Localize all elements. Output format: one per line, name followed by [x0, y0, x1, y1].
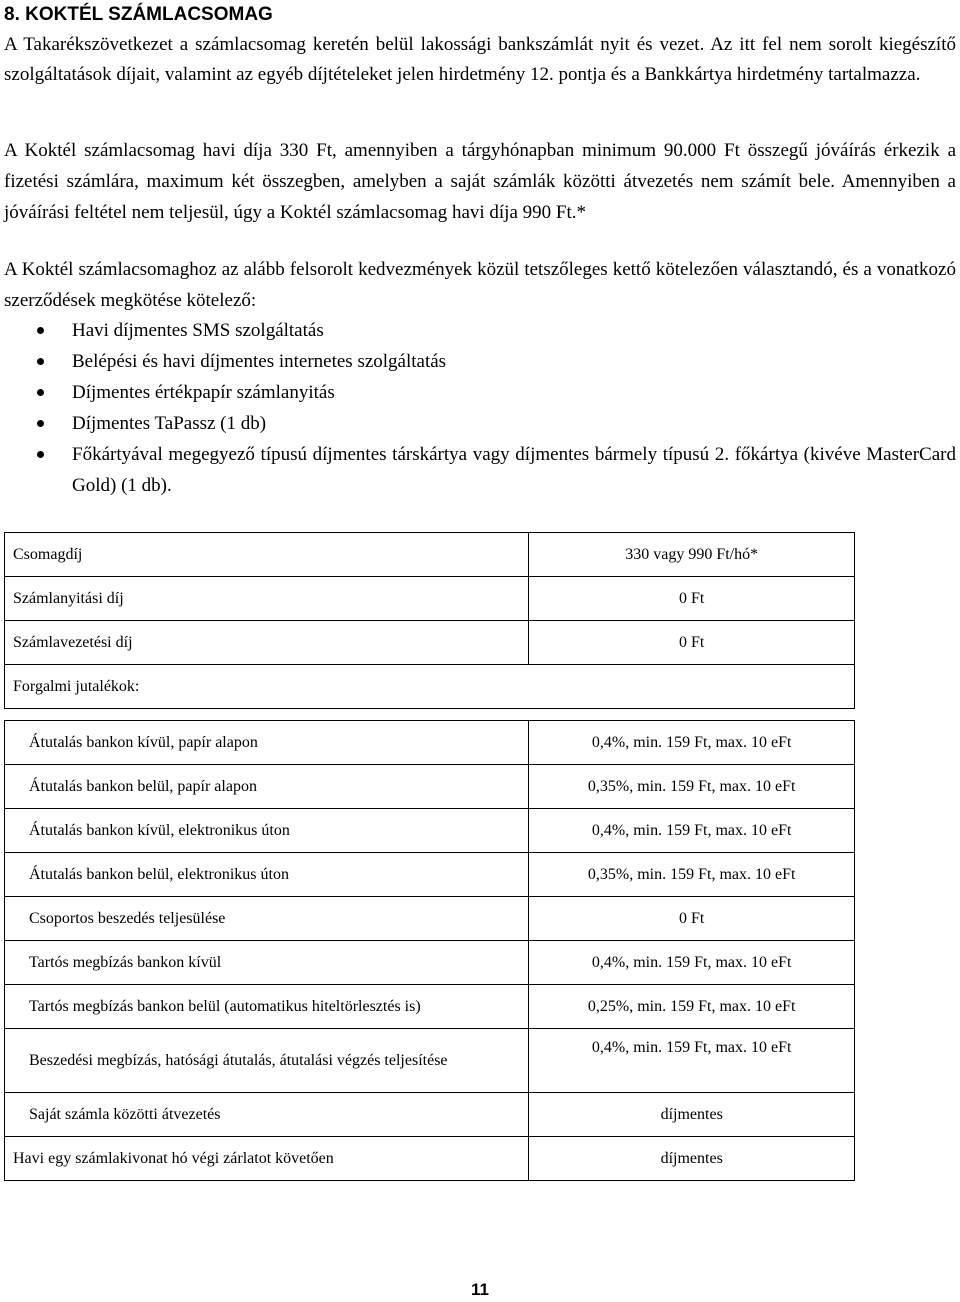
benefit-text: Havi díjmentes SMS szolgáltatás [72, 320, 324, 341]
benefits-intro-paragraph: A Koktél számlacsomaghoz az alább felsorolt kedvezmények közül tetszőleges kettő kötelezően választandó, és a vonatkozó szerződések megkötése kötelező: [4, 259, 956, 311]
row-label: Havi egy számlakivonat hó végi zárlatot követően [5, 1137, 529, 1181]
bullet-icon [37, 420, 44, 427]
row-value: 0,35%, min. 159 Ft, max. 10 eFt [529, 765, 855, 809]
row-label: Csomagdíj [5, 533, 529, 577]
row-label: Tartós megbízás bankon kívül [5, 941, 529, 985]
bullet-icon [37, 327, 44, 334]
row-value: 330 vagy 990 Ft/hó* [529, 533, 855, 577]
benefit-text: Belépési és havi díjmentes internetes szolgáltatás [72, 351, 447, 372]
bullet-icon [37, 389, 44, 396]
row-label: Számlavezetési díj [5, 621, 529, 665]
benefit-text: Főkártyával megegyező típusú díjmentes társkártya vagy díjmentes bármely típusú 2. főkártya (kivéve MasterCard Gold) (1 db). [72, 444, 956, 496]
table-row [5, 577, 855, 621]
row-label: Átutalás bankon kívül, elektronikus úton [5, 809, 529, 853]
row-label: Tartós megbízás bankon belül (automatikus hiteltörlesztés is) [5, 985, 529, 1029]
package-fee-paragraph: A Koktél számlacsomag havi díja 330 Ft, amennyiben a tárgyhónapban minimum 90.000 Ft összegű jóváírás érkezik a fizetési számlára, maximum két összegben, amelyben a saját számlák közötti átvezetés nem számít bele. Amennyiben a jóváírási feltétel nem teljesül, úgy a Koktél számlacsomag havi díja 990 Ft.* [4, 140, 956, 223]
benefit-text: Díjmentes TaPassz (1 db) [72, 413, 267, 434]
benefit-item [4, 408, 956, 439]
table-row [5, 897, 855, 941]
table-row [5, 1029, 855, 1093]
benefit-item [4, 377, 956, 408]
table-row [5, 721, 855, 765]
bullet-icon [37, 358, 44, 365]
benefits-list [4, 315, 956, 501]
benefit-text: Díjmentes értékpapír számlanyitás [72, 382, 335, 403]
table-row [5, 1137, 855, 1181]
row-label: Átutalás bankon belül, elektronikus úton [5, 853, 529, 897]
row-value: 0,4%, min. 159 Ft, max. 10 eFt [529, 721, 855, 765]
row-value: 0,4%, min. 159 Ft, max. 10 eFt [529, 809, 855, 853]
row-value: 0 Ft [529, 621, 855, 665]
section-heading: 8. KOKTÉL SZÁMLACSOMAG [4, 4, 273, 25]
table-row [5, 1093, 855, 1137]
row-value: 0,25%, min. 159 Ft, max. 10 eFt [529, 985, 855, 1029]
benefit-item [4, 346, 956, 377]
table-row [5, 985, 855, 1029]
row-label: Átutalás bankon belül, papír alapon [5, 765, 529, 809]
row-value: díjmentes [529, 1137, 855, 1181]
row-value: 0 Ft [529, 897, 855, 941]
row-value: 0,4%, min. 159 Ft, max. 10 eFt [529, 941, 855, 985]
table-row [5, 853, 855, 897]
row-label: Csoportos beszedés teljesülése [5, 897, 529, 941]
row-value: 0,4%, min. 159 Ft, max. 10 eFt [529, 1029, 855, 1093]
table-row [5, 941, 855, 985]
row-label: Saját számla közötti átvezetés [5, 1093, 529, 1137]
table-row [5, 809, 855, 853]
table-spacer [5, 709, 855, 721]
table-row [5, 621, 855, 665]
row-value: 0 Ft [529, 577, 855, 621]
turnover-header: Forgalmi jutalékok: [5, 665, 855, 709]
bullet-icon [37, 451, 44, 458]
benefit-item [4, 315, 956, 346]
page-number: 11 [471, 1280, 489, 1299]
intro-paragraph: A Takarékszövetkezet a számlacsomag keretén belül lakossági bankszámlát nyit és vezet. Az itt fel nem sorolt kiegészítő szolgáltatások díjait, valamint az egyéb díjtételeket jelen hirdetmény 12. pontja és a Bankkártya hirdetmény tartalmazza. [4, 34, 956, 85]
row-label: Számlanyitási díj [5, 577, 529, 621]
row-label: Beszedési megbízás, hatósági átutalás, átutalási végzés teljesítése [5, 1029, 529, 1093]
fee-table [4, 532, 855, 1181]
row-label: Átutalás bankon kívül, papír alapon [5, 721, 529, 765]
row-value: díjmentes [529, 1093, 855, 1137]
table-row [5, 765, 855, 809]
table-row [5, 533, 855, 577]
table-row [5, 665, 855, 709]
benefit-item [4, 439, 956, 501]
row-value: 0,35%, min. 159 Ft, max. 10 eFt [529, 853, 855, 897]
